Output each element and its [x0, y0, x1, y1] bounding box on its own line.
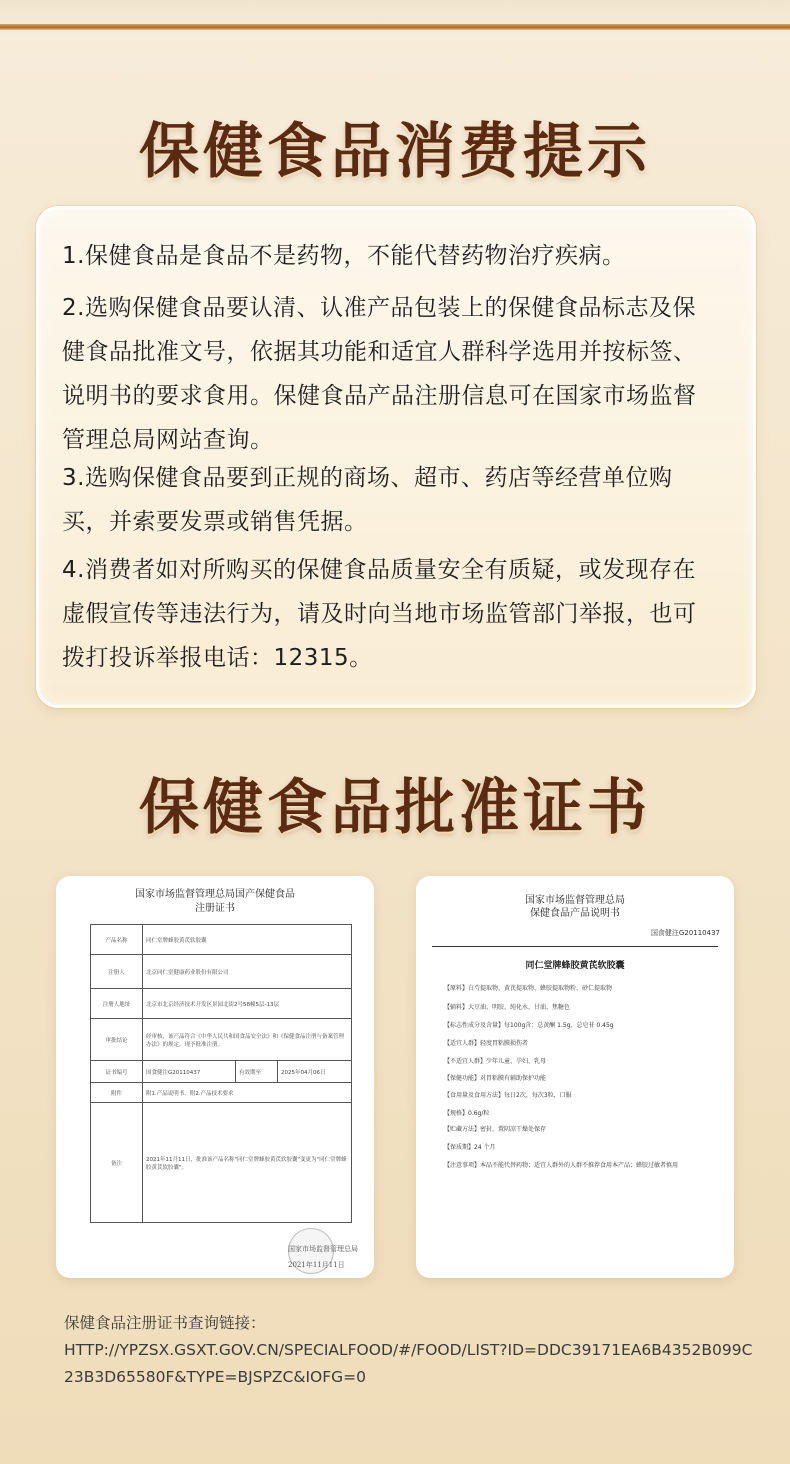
row-value: 北京市北京经济技术开发区景园北街2号58幢5层-13层 [143, 989, 352, 1019]
row-value: 2025年04月06日 [277, 1061, 351, 1083]
consumption-tips-heading: 保健食品消费提示 [139, 117, 651, 187]
spec-line: 【规格】0.6g/粒 [444, 1110, 490, 1117]
table-row [91, 1103, 352, 1223]
row-value: 经审核，该产品符合《中华人民共和国食品安全法》和《保健食品注册与备案管理办法》的规定，现予批准注册。 [143, 1019, 352, 1061]
row-label: 附件 [91, 1083, 143, 1103]
spec-line: 【食用量及食用方法】每日2次，每次3粒，口服 [444, 1092, 572, 1099]
query-link-label: 保健食品注册证书查询链接： [64, 1314, 266, 1332]
spec-line: 【贮藏方法】密封，置阴凉干燥处保存 [444, 1126, 547, 1133]
manual-title: 保健食品产品说明书 [530, 908, 620, 919]
stamp-date: 2021年11月11日 [288, 1261, 345, 1269]
row-value: 同仁堂牌蜂胶黄芪软胶囊 [143, 925, 352, 955]
spec-line: 【适宜人群】轻度胃粘膜损伤者 [444, 1040, 529, 1047]
tip-item: 3.选购保健食品要到正规的商场、超市、药店等经营单位购买，并索要发票或销售凭据。 [62, 465, 673, 535]
table-row [91, 1083, 352, 1103]
stamp-organization: 国家市场监督管理总局 [288, 1245, 358, 1253]
spec-line: 【标志性成分及含量】每100g含：总黄酮 1.5g、总皂苷 0.45g [444, 1022, 614, 1029]
table-row [91, 1061, 352, 1083]
row-label: 有效期至 [236, 1061, 278, 1083]
spec-line: 【注意事项】本品不能代替药物；适宜人群外的人群不推荐食用本产品；蜂胶过敏者慎用 [444, 1162, 679, 1169]
registration-certificate-image [56, 876, 374, 1278]
spec-line: 【原料】白芍提取物、黄芪提取物、蜂胶提取物粉、砂仁提取物 [444, 985, 613, 992]
tip-item: 1.保健食品是食品不是药物，不能代替药物治疗疾病。 [62, 243, 626, 269]
top-banner [0, 0, 790, 40]
approval-number: 国食健注G20110437 [650, 929, 720, 937]
spec-line: 【辅料】大豆油、明胶、纯化水、甘油、焦糖色 [444, 1004, 571, 1011]
row-value: 附1.产品说明书、附2.产品技术要求 [143, 1083, 352, 1103]
query-link-block [64, 1310, 754, 1391]
spec-line: 【不适宜人群】少年儿童、孕妇、乳母 [444, 1058, 547, 1065]
divider [432, 946, 718, 947]
row-label: 审批结论 [91, 1019, 143, 1061]
row-value: 国食健注G20110437 [143, 1061, 236, 1083]
top-divider [0, 24, 790, 30]
row-label: 产品名称 [91, 925, 143, 955]
tip-item: 4.消费者如对所购买的保健食品质量安全有质疑，或发现存在虚假宣传等违法行为，请及时向当地市场监管部门举报，也可拨打投诉举报电话：12315。 [62, 557, 697, 671]
query-link-url[interactable]: HTTP://YPZSX.GSXT.GOV.CN/SPECIALFOOD/#/FOOD/LIST?ID=DDC39171EA6B4352B099C23B3D65580F&TYPE=BJSPZC&IOFG=0 [64, 1341, 753, 1386]
table-row [91, 989, 352, 1019]
spec-line: 【保健功能】对胃粘膜有辅助保护功能 [444, 1075, 547, 1082]
approval-certificate-heading: 保健食品批准证书 [139, 773, 651, 843]
spec-line: 【保质期】24 个月 [444, 1144, 496, 1151]
certificate-table [90, 924, 352, 1223]
certificate-subtitle: 注册证书 [195, 903, 235, 914]
row-label: 备注 [91, 1103, 143, 1223]
tip-item: 2.选购保健食品要认清、认准产品包装上的保健食品标志及保健食品批准文号，依据其功能和适宜人群科学选用并按标签、说明书的要求食用。保健食品产品注册信息可在国家市场监督管理总局网站查询。 [62, 295, 697, 453]
product-manual-image [416, 876, 734, 1278]
row-value: 北京同仁堂健康药业股份有限公司 [143, 955, 352, 989]
row-label: 注册人地址 [91, 989, 143, 1019]
row-value: 2021年11月11日，批准该产品名称"同仁堂牌蜂胶黄芪软胶囊"变更为"同仁堂牌蜂胶黄芪软胶囊"。 [143, 1103, 352, 1223]
product-name: 同仁堂牌蜂胶黄芪软胶囊 [525, 961, 625, 971]
table-row [91, 955, 352, 989]
row-label: 证书编号 [91, 1061, 143, 1083]
table-row [91, 1019, 352, 1061]
row-label: 注册人 [91, 955, 143, 989]
table-row [91, 925, 352, 955]
certificate-title: 国家市场监督管理总局国产保健食品 [135, 889, 295, 900]
manual-issuer: 国家市场监督管理总局 [525, 895, 625, 906]
